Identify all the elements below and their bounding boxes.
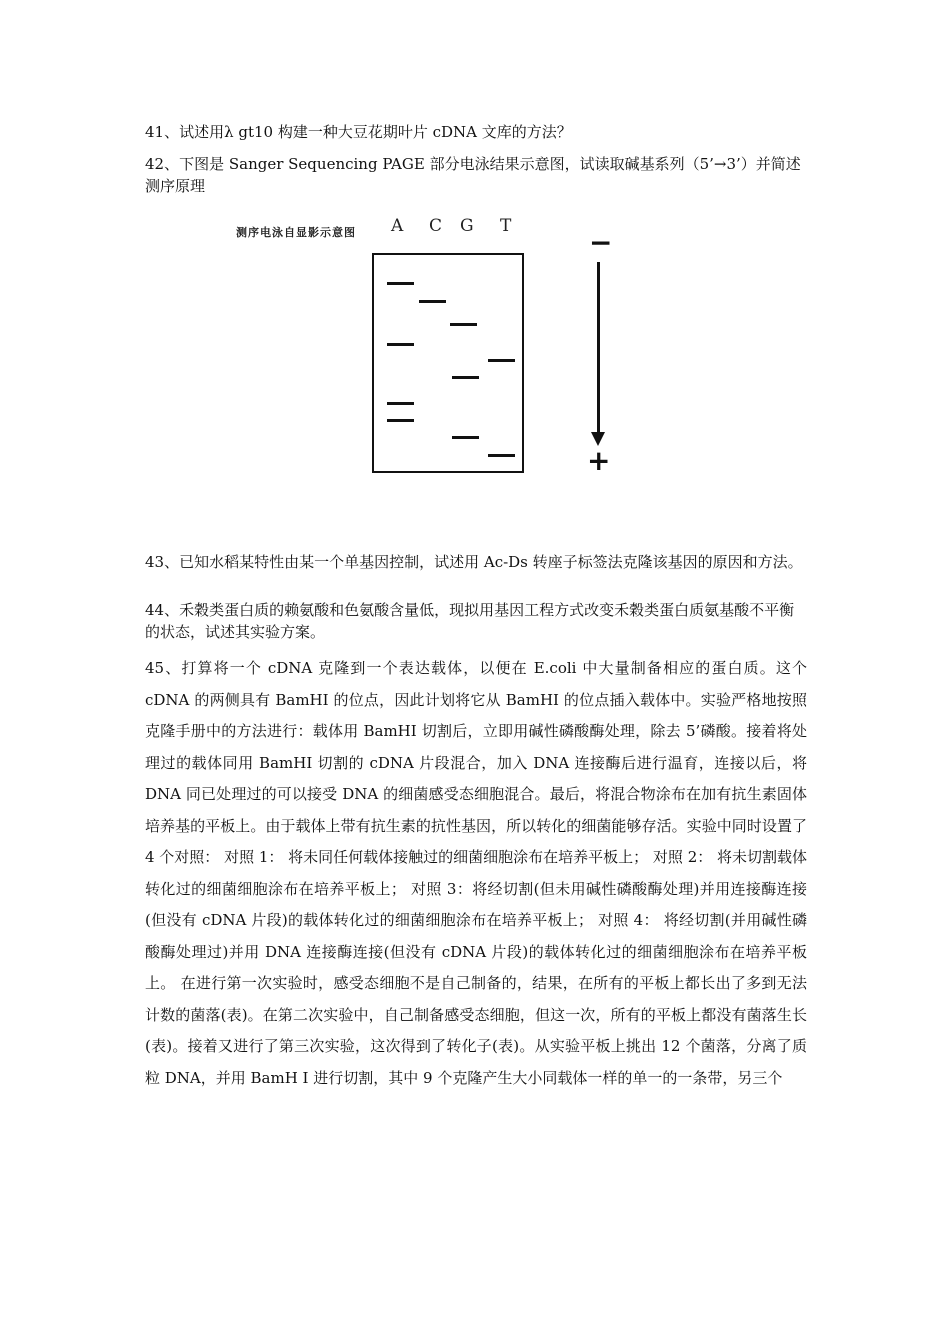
lane-label-g: G: [460, 216, 474, 236]
positive-pole-label: +: [587, 444, 611, 477]
gel-band: [452, 436, 479, 439]
gel-band: [488, 359, 515, 362]
question-45: 45、打算将一个 cDNA 克隆到一个表达载体，以便在 E.coli 中大量制备相应的蛋白质。这个 cDNA 的两侧具有 BamHI 的位点，因此计划将它从 BamHI 的位点插入载体中。实验严格地按照克隆手册中的方法进行：载体用 BamHI 切割后，立即用碱性磷酸酶处理，除去 5’磷酸。接着将处理过的载体同用 BamHI 切割的 cDNA 片段混合，加入 DNA 连接酶后进行温育，连接以后，将 DNA 同已处理过的可以接受 DNA 的细菌感受态细胞混合。最后，将混合物涂布在加有抗生素固体培养基的平板上。由于载体上带有抗生素的抗性基因，所以转化的细菌能够存活。实验中同时设置了 4 个对照： 对照 1： 将未同任何载体接触过的细菌细胞涂布在培养平板上； 对照 2： 将未切割载体转化过的细菌细胞涂布在培养平板上； 对照 3：将经切割(但未用碱性磷酸酶处理)并用连接酶连接(但没有 cDNA 片段)的载体转化过的细菌细胞涂布在培养平板上； 对照 4： 将经切割(并用碱性磷酸酶处理过)并用 DNA 连接酶连接(但没有 cDNA 片段)的载体转化过的细菌细胞涂布在培养平板上。 在进行第一次实验时，感受态细胞不是自己制备的，结果，在所有的平板上都长出了多到无法计数的菌落(表)。在第二次实验中，自己制备感受态细胞，但这一次，所有的平板上都没有菌落生长(表)。接着又进行了第三次实验，这次得到了转化子(表)。从实验平板上挑出 12 个菌落，分离了质粒 DNA，并用 BamH I 进行切割，其中 9 个克隆产生大小同载体一样的单一的一条带，另三个: [145, 659, 808, 1087]
sequencing-gel-figure: [230, 210, 630, 490]
gel-frame: [372, 253, 524, 473]
gel-band: [452, 376, 479, 379]
lane-label-a: A: [391, 216, 404, 236]
lane-label-c: C: [429, 216, 443, 236]
gel-band: [387, 402, 414, 405]
gel-band: [450, 323, 477, 326]
gel-band: [387, 343, 414, 346]
question-42: 42、下图是 Sanger Sequencing PAGE 部分电泳结果示意图，试读取碱基系列（5’→3’）并简述测序原理: [145, 155, 801, 195]
gel-band: [387, 419, 414, 422]
gel-band: [387, 282, 414, 285]
gel-band: [488, 454, 515, 457]
lane-label-t: T: [500, 216, 512, 236]
question-41: 41、试述用λ gt10 构建一种大豆花期叶片 cDNA 文库的方法？: [145, 123, 572, 141]
gel-band: [419, 300, 446, 303]
negative-pole-label: −: [589, 226, 613, 259]
question-44: 44、禾穀类蛋白质的赖氨酸和色氨酸含量低，现拟用基因工程方式改变禾穀类蛋白质氨基酸不平衡的状态，试述其实验方案。: [145, 601, 795, 641]
figure-caption: 测序电泳自显影示意图: [236, 226, 356, 239]
migration-arrow-shaft: [597, 262, 600, 438]
question-43: 43、已知水稻某特性由某一个单基因控制，试述用 Ac-Ds 转座子标签法克隆该基因的原因和方法。: [145, 553, 803, 571]
